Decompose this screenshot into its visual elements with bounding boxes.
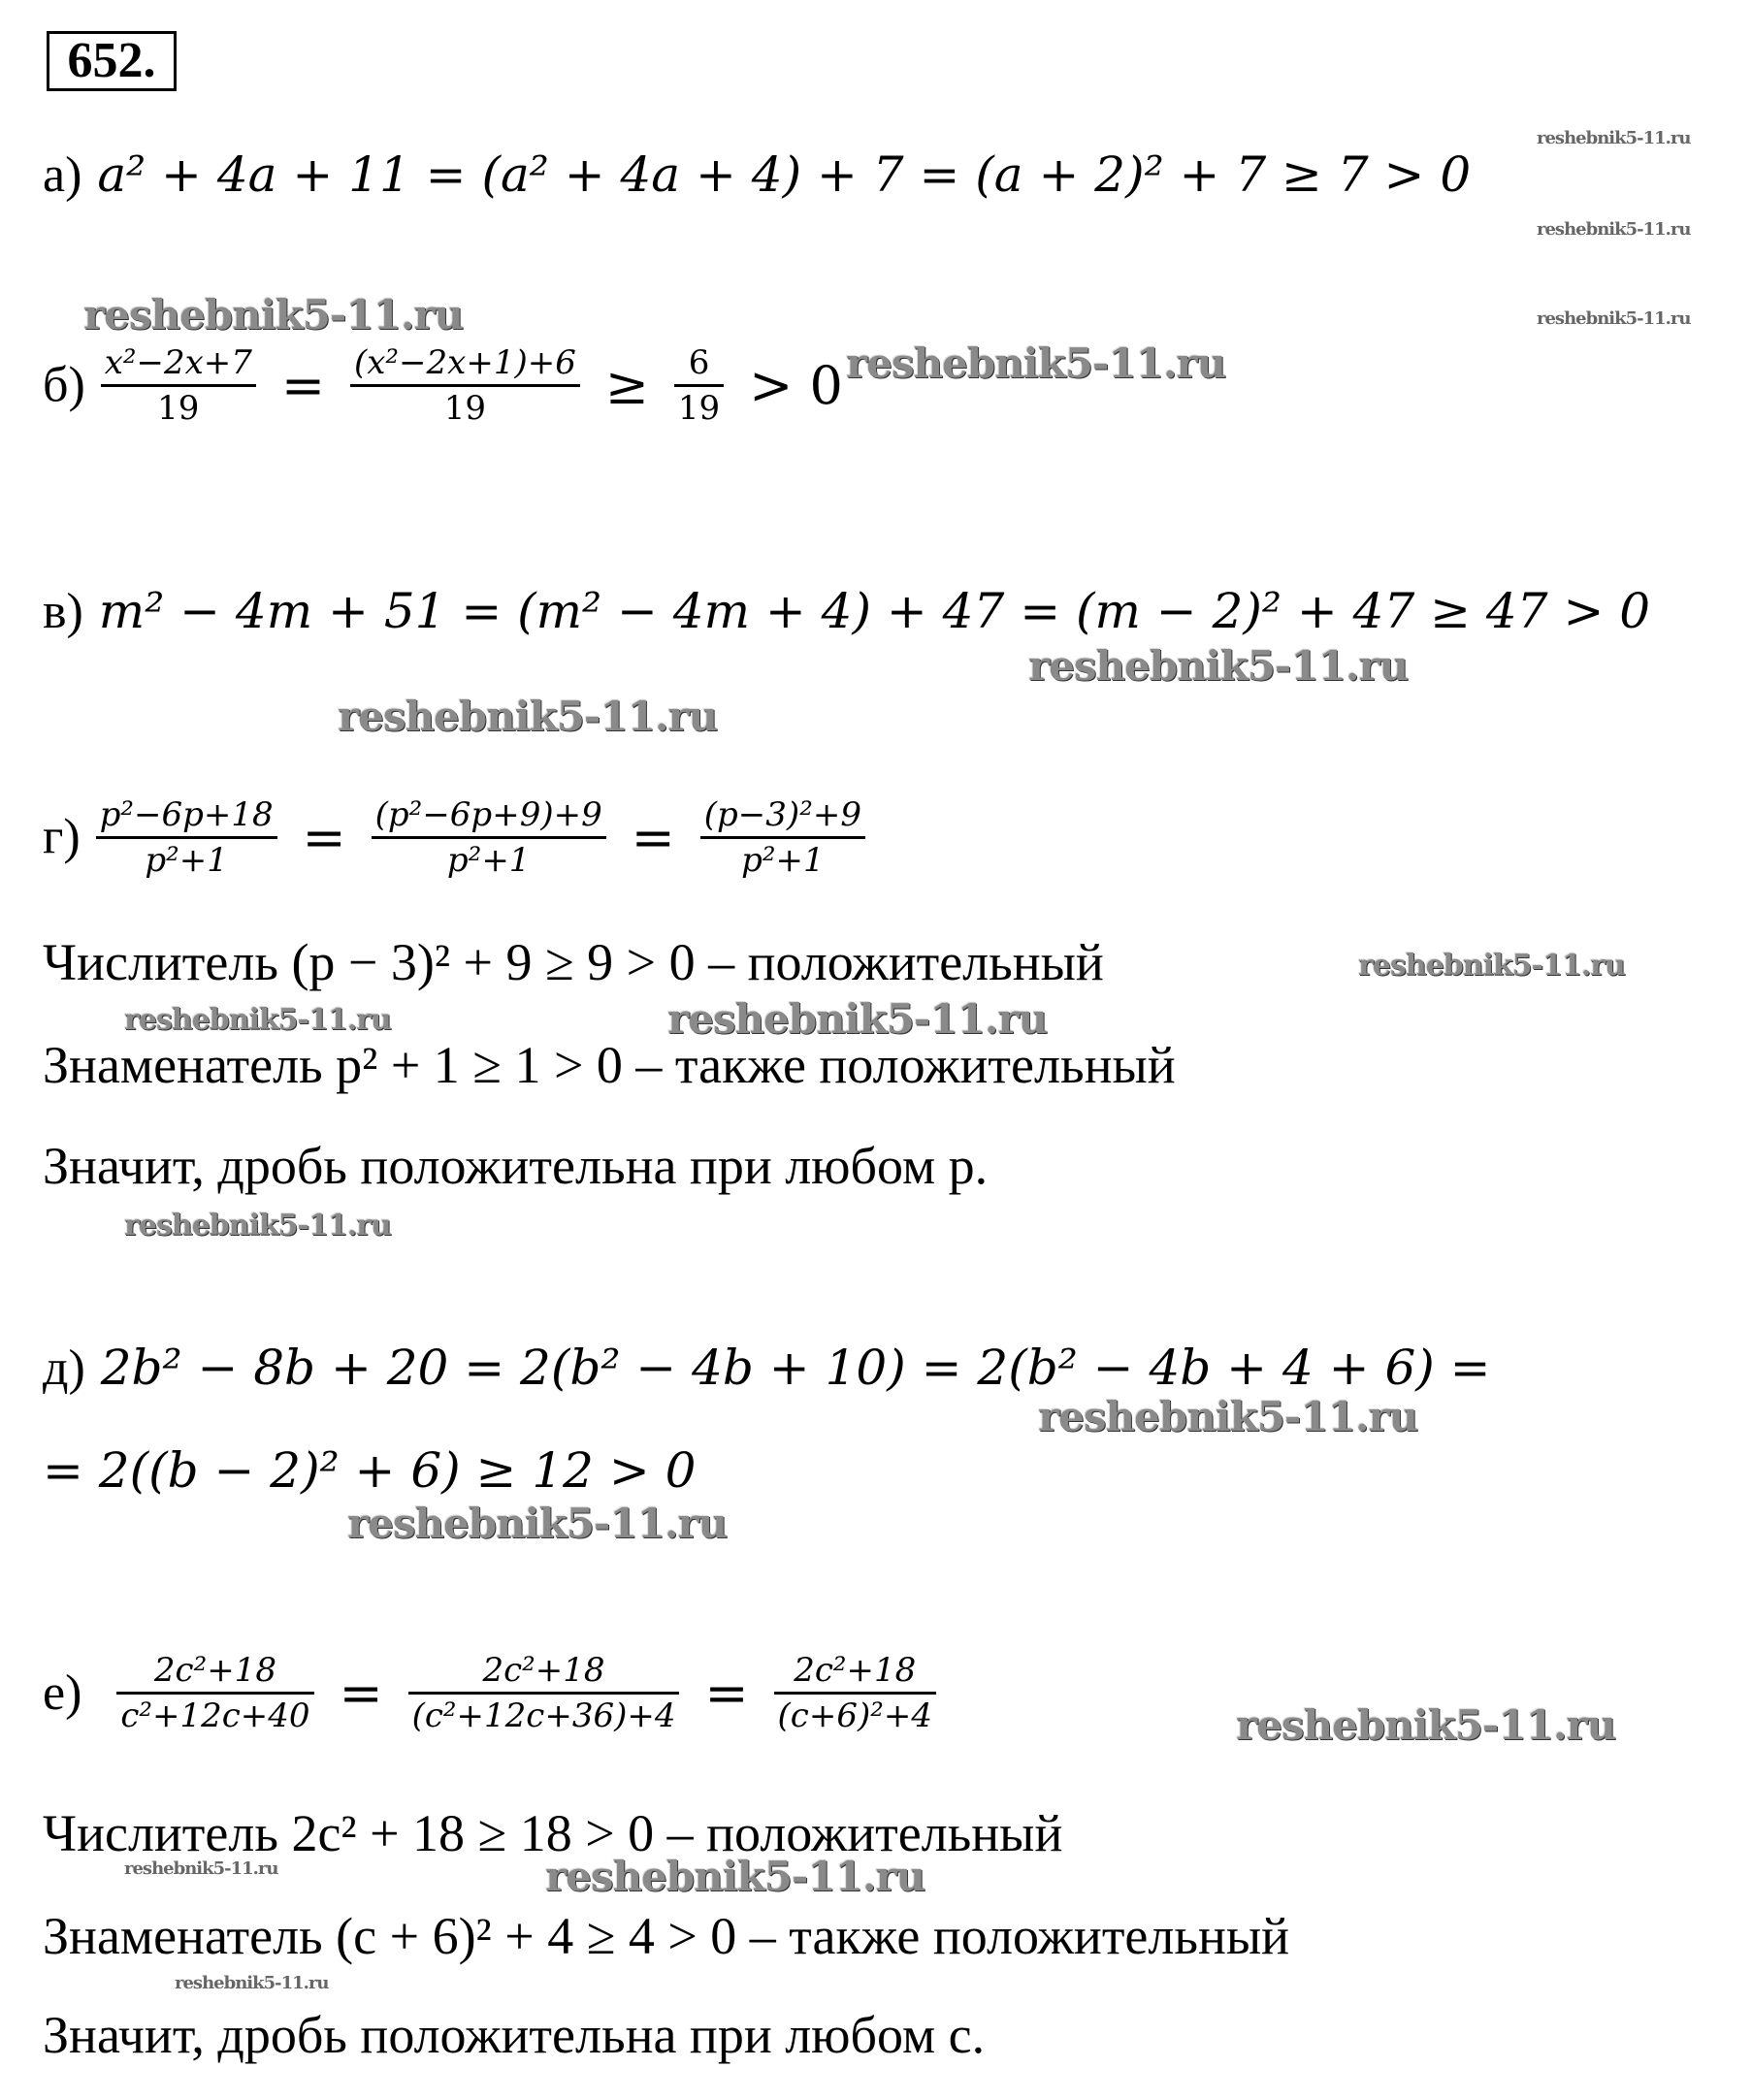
part-a: [43, 145, 1471, 205]
part-e-denominator-line: Знаменатель (c + 6)² + 4 ≥ 4 > 0 – также положительный: [43, 1907, 1290, 1965]
watermark: reshebnik5-11.ru: [338, 693, 718, 740]
part-g-denominator-line: Знаменатель p² + 1 ≥ 1 > 0 – также положительный: [43, 1036, 1176, 1094]
watermark: reshebnik5-11.ru: [1028, 642, 1409, 690]
watermark: reshebnik5-11.ru: [124, 1209, 391, 1243]
part-b-fraction-3: $\frac{6}{19}$: [674, 341, 724, 430]
part-e-fraction-3: $\frac{\text{2c²+18}}{\text{(c+6)²+4}}$: [774, 1649, 936, 1737]
watermark: reshebnik5-11.ru: [347, 1500, 728, 1547]
part-v: [43, 582, 1650, 641]
part-b-label: б): [43, 357, 85, 413]
problem-number: 652.: [47, 31, 177, 91]
part-e-label: е): [43, 1664, 82, 1721]
watermark: reshebnik5-11.ru: [1537, 128, 1691, 148]
part-d-line-1: [43, 1339, 1491, 1398]
watermark: reshebnik5-11.ru: [1236, 1701, 1616, 1749]
part-g: г) $\frac{\text{p²−6p+18}}{\text{p²+1}}$ = $\frac{\text{(p²−6p+9)+9}}{\text{p²+1}}$ = $\frac{\text{(p−3)²+9}}{\text{p²+1}}$: [43, 793, 865, 882]
watermark: reshebnik5-11.ru: [846, 339, 1226, 387]
watermark: reshebnik5-11.ru: [1537, 219, 1691, 240]
part-d-expression-1: 2b² − 8b + 20 = 2(b² − 4b + 10) = 2(b² − 4b + 4 + 6) =: [100, 1340, 1491, 1396]
part-d-expression-2: = 2((b − 2)² + 6) ≥ 12 > 0: [43, 1442, 697, 1499]
watermark: reshebnik5-11.ru: [1358, 949, 1625, 983]
part-b-fraction-2: $\frac{\text{(x²−2x+1)+6}}{19}$: [350, 341, 580, 430]
part-g-label: г): [43, 809, 81, 865]
watermark: reshebnik5-11.ru: [175, 1973, 329, 1993]
part-b-fraction-1: $\frac{\text{x²−2x+7}}{19}$: [101, 341, 256, 430]
part-a-expression: a² + 4a + 11 = (a² + 4a + 4) + 7 = (a + 2)² + 7 ≥ 7 > 0: [97, 146, 1472, 203]
part-e-numerator-line: Числитель 2c² + 18 ≥ 18 > 0 – положительный: [43, 1804, 1063, 1862]
watermark: reshebnik5-11.ru: [1038, 1393, 1418, 1440]
part-d-label: д): [43, 1341, 85, 1396]
watermark: reshebnik5-11.ru: [667, 995, 1048, 1043]
part-b-tail: > 0: [749, 354, 843, 416]
part-e-fraction-1: $\frac{\text{2c²+18}}{\text{c²+12c+40}}$: [116, 1649, 313, 1737]
part-a-label: а): [43, 147, 82, 203]
part-b: б) $\frac{\text{x²−2x+7}}{19}$ = $\frac{\text{(x²−2x+1)+6}}{19}$ ≥ $\frac{6}{19}$ > 0: [43, 341, 853, 430]
part-g-numerator-line: Числитель (p − 3)² + 9 ≥ 9 > 0 – положительный: [43, 933, 1104, 991]
part-g-fraction-1: $\frac{\text{p²−6p+18}}{\text{p²+1}}$: [96, 793, 277, 882]
watermark: reshebnik5-11.ru: [545, 1853, 925, 1900]
watermark: reshebnik5-11.ru: [83, 291, 464, 339]
watermark: reshebnik5-11.ru: [124, 1003, 391, 1037]
part-e-conclusion: Значит, дробь положительна при любом c.: [43, 2006, 986, 2064]
watermark: reshebnik5-11.ru: [124, 1858, 278, 1879]
part-v-expression: m² − 4m + 51 = (m² − 4m + 4) + 47 = (m − 2)² + 47 ≥ 47 > 0: [98, 583, 1651, 639]
part-g-conclusion: Значит, дробь положительна при любом p.: [43, 1137, 989, 1195]
part-g-fraction-2: $\frac{\text{(p²−6p+9)+9}}{\text{p²+1}}$: [372, 793, 606, 882]
part-v-label: в): [43, 584, 83, 639]
part-e: е) $\frac{\text{2c²+18}}{\text{c²+12c+40}}$ = $\frac{\text{2c²+18}}{\text{(c²+12c+36)+4}}$ = $\frac{\text{2c²+18}}{\text{(c+6)²+4}}$: [43, 1649, 936, 1737]
part-g-fraction-3: $\frac{\text{(p−3)²+9}}{\text{p²+1}}$: [700, 793, 865, 882]
part-e-fraction-2: $\frac{\text{2c²+18}}{\text{(c²+12c+36)+4}}$: [408, 1649, 680, 1737]
watermark: reshebnik5-11.ru: [1537, 308, 1691, 329]
